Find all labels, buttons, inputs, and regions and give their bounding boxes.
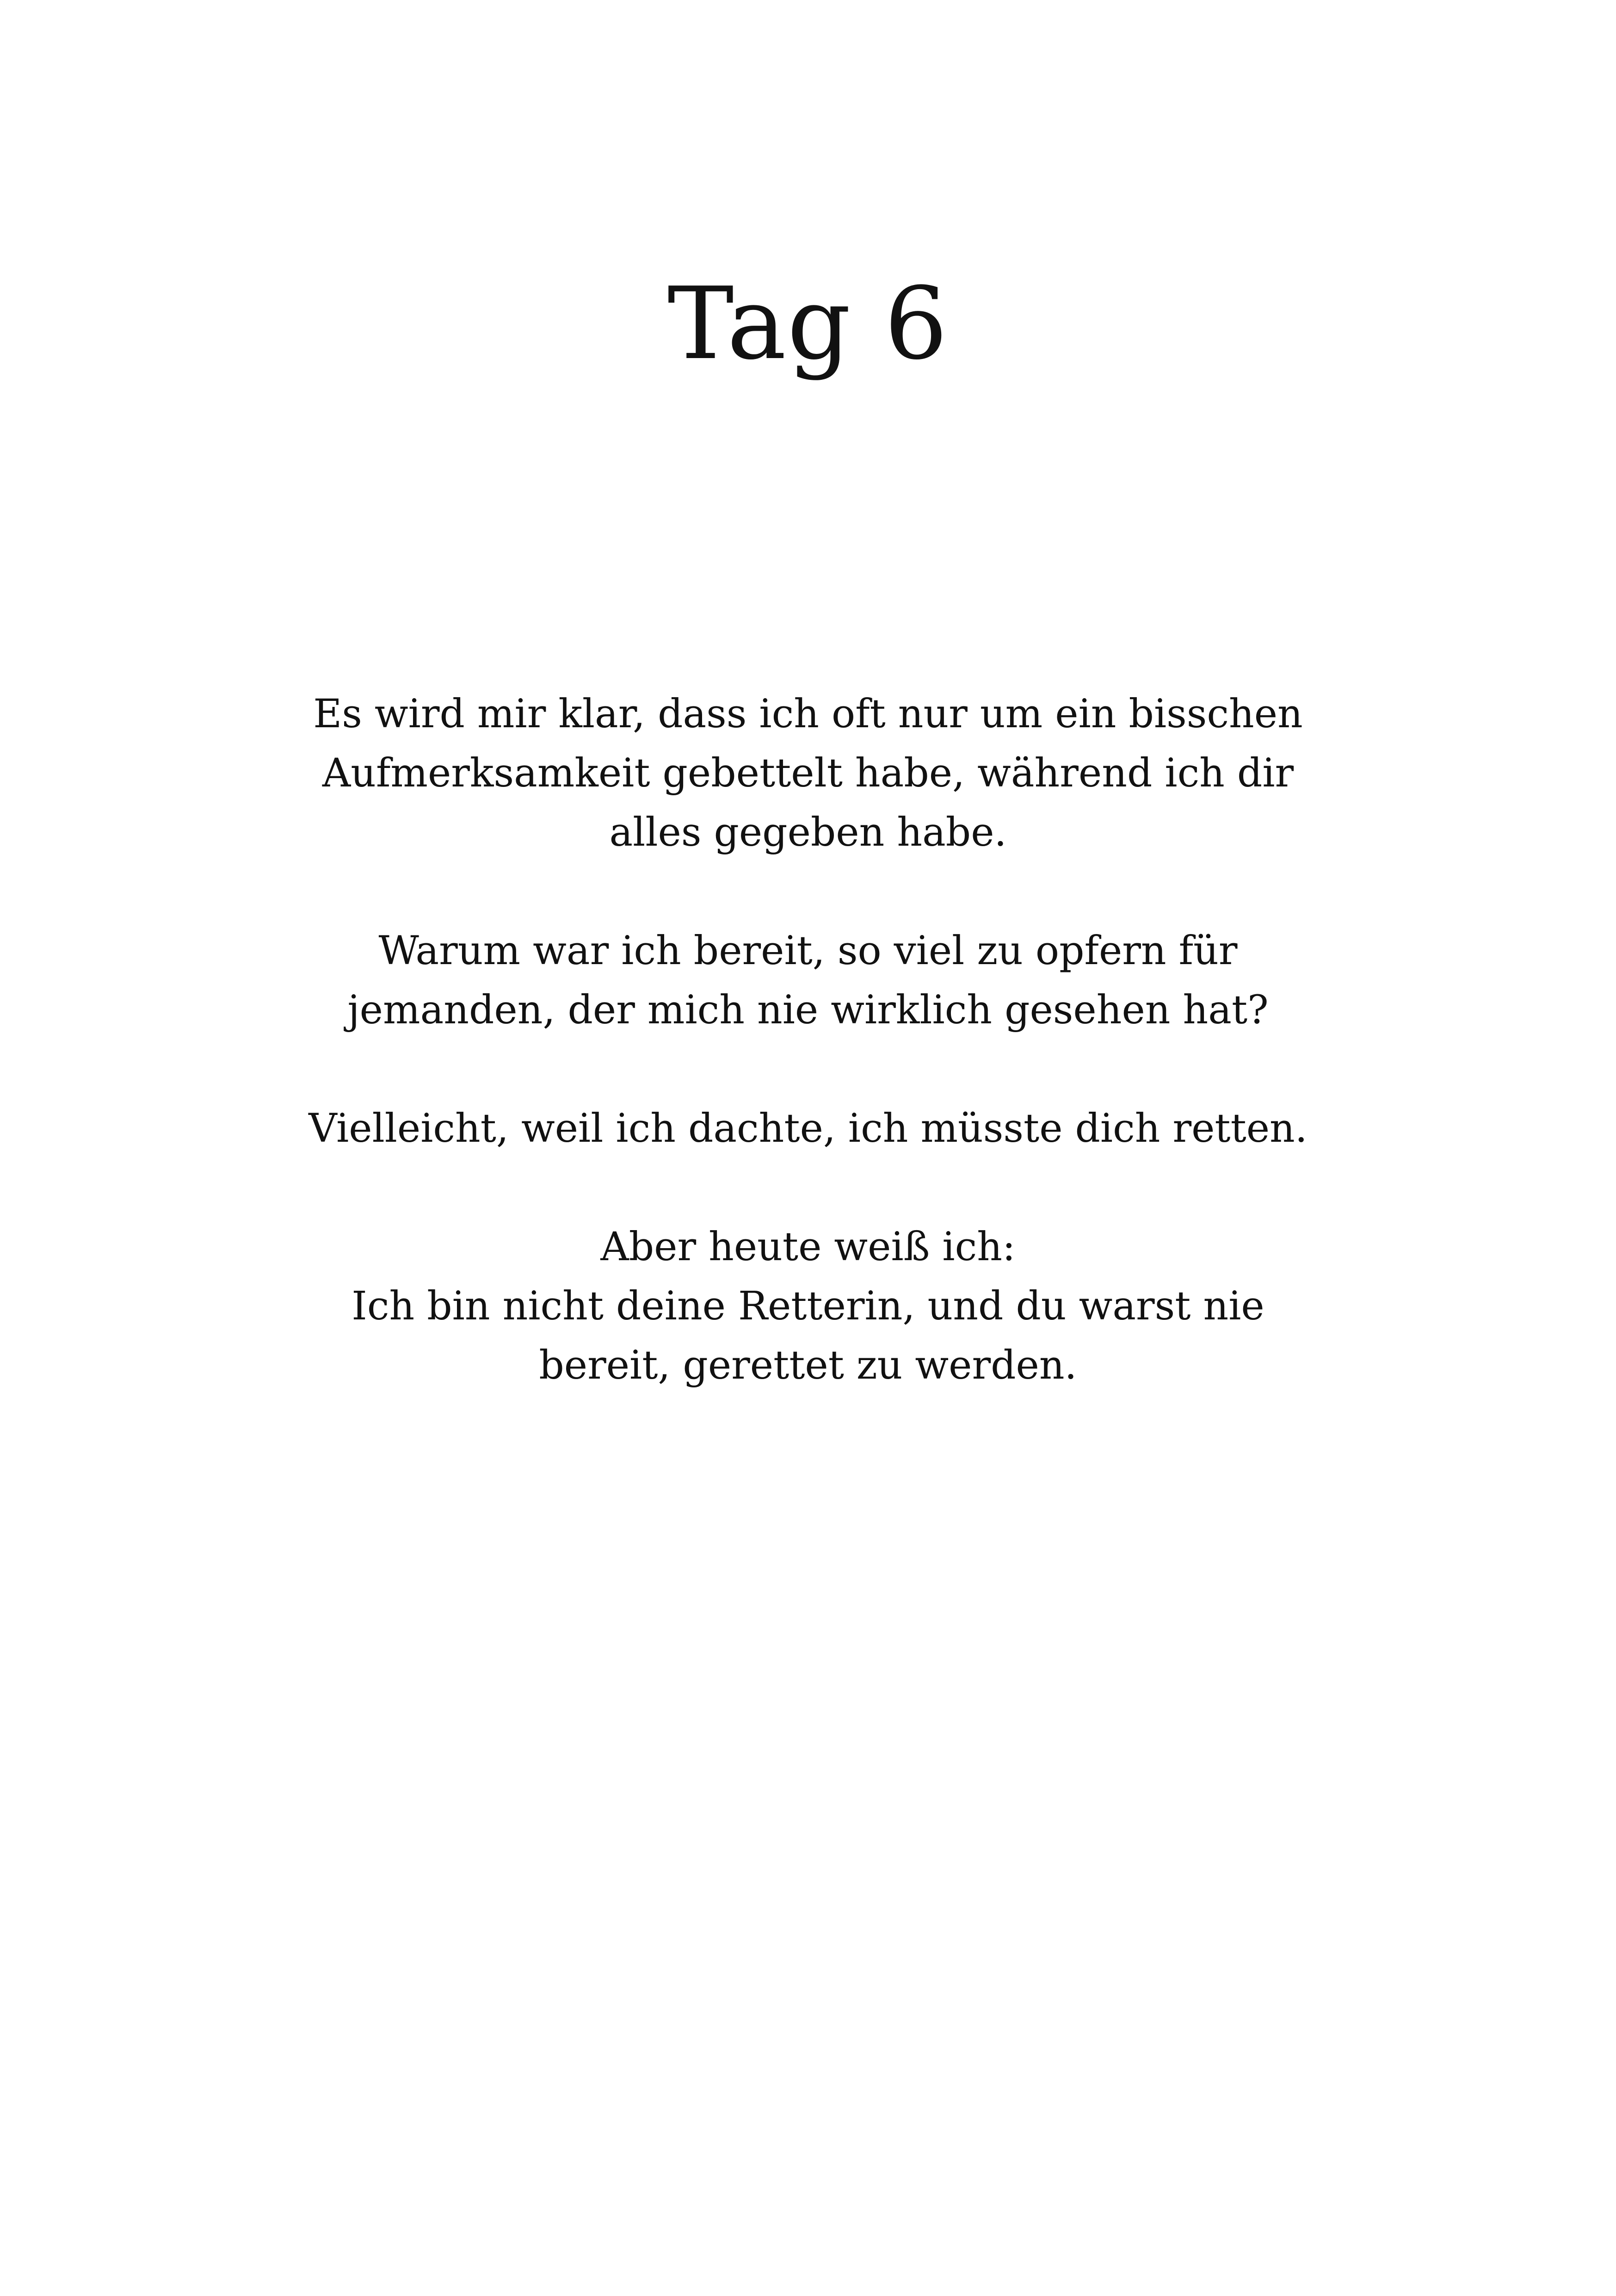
stanza-line: Aufmerksamkeit gebettelt habe, während ich dir bbox=[322, 750, 1294, 796]
stanza-line: bereit, gerettet zu werden. bbox=[539, 1343, 1077, 1388]
stanza-line: alles gegeben habe. bbox=[609, 810, 1007, 855]
page-title: Tag 6 bbox=[667, 266, 949, 382]
stanza bbox=[278, 922, 1338, 1040]
stanza-line: Es wird mir klar, dass ich oft nur um ein bisschen bbox=[313, 691, 1303, 737]
stanza-line: Warum war ich bereit, so viel zu opfern für bbox=[378, 928, 1238, 974]
stanza-line: Aber heute weiß ich: bbox=[600, 1224, 1016, 1270]
stanza-line: jemanden, der mich nie wirklich gesehen hat? bbox=[347, 987, 1269, 1033]
poem-body bbox=[278, 685, 1338, 1395]
stanza-line: Ich bin nicht deine Retterin, und du warst nie bbox=[352, 1283, 1264, 1329]
stanza bbox=[278, 1099, 1338, 1158]
stanza-line: Vielleicht, weil ich dachte, ich müsste dich retten. bbox=[308, 1106, 1308, 1151]
stanza bbox=[278, 685, 1338, 862]
stanza bbox=[278, 1218, 1338, 1395]
